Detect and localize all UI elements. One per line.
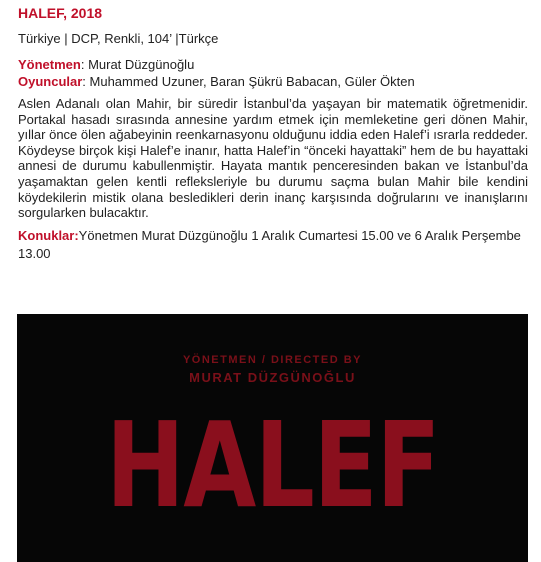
director-value: : Murat Düzgünoğlu <box>80 57 195 72</box>
cast-value: : Muhammed Uzuner, Baran Şükrü Babacan, Güler Ökten <box>82 74 415 89</box>
film-entry <box>18 0 528 263</box>
guests-info <box>18 227 528 263</box>
cast-label: Oyuncular <box>18 74 83 89</box>
cast-credit <box>18 73 528 90</box>
guests-value: Yönetmen Murat Düzgünoğlu 1 Aralık Cumartesi 15.00 ve 6 Aralık Perşembe 13.00 <box>18 227 521 261</box>
film-title: HALEF, 2018 <box>18 5 103 21</box>
synopsis: Aslen Adanalı olan Mahir, bir süredir İstanbul’da yaşayan bir matematik öğretmenidir. Portakal hasadı sırasında annesine yardım etmek için memleketine geri dönen Mahir, yıllar önce ölen ağabeyinin reenkarnasyonu olduğunu iddia eden Halef’i ısrarla reddeder. Köydeyse birçok kişi Halef’e inanır, hatta Halef’in “önceki hayattaki” hem de bu hayattaki annesi de durumu kabullenmiştir. Hayata mantık penceresinden bakan ve İstanbul’da yaşamaktan gelen kentli refleksleriyle bu durumu saçma bulan Mahir bile kendini köydekilerin mistik olana besledikleri derin inanç karşısında doğrularını ve inanışlarını sorgularken bulacaktır. <box>18 96 528 221</box>
film-meta: Türkiye | DCP, Renkli, 104’ |Türkçe <box>18 31 219 46</box>
poster-title: HALEF <box>105 396 440 534</box>
film-poster <box>17 314 528 562</box>
guests-label: Konuklar: <box>18 227 79 243</box>
poster-directed-by: YÖNETMEN / DIRECTED BY <box>182 354 363 366</box>
poster-director-name: MURAT DÜZGÜNOĞLU <box>189 370 356 385</box>
director-label: Yönetmen <box>18 57 81 72</box>
director-credit <box>18 56 528 73</box>
